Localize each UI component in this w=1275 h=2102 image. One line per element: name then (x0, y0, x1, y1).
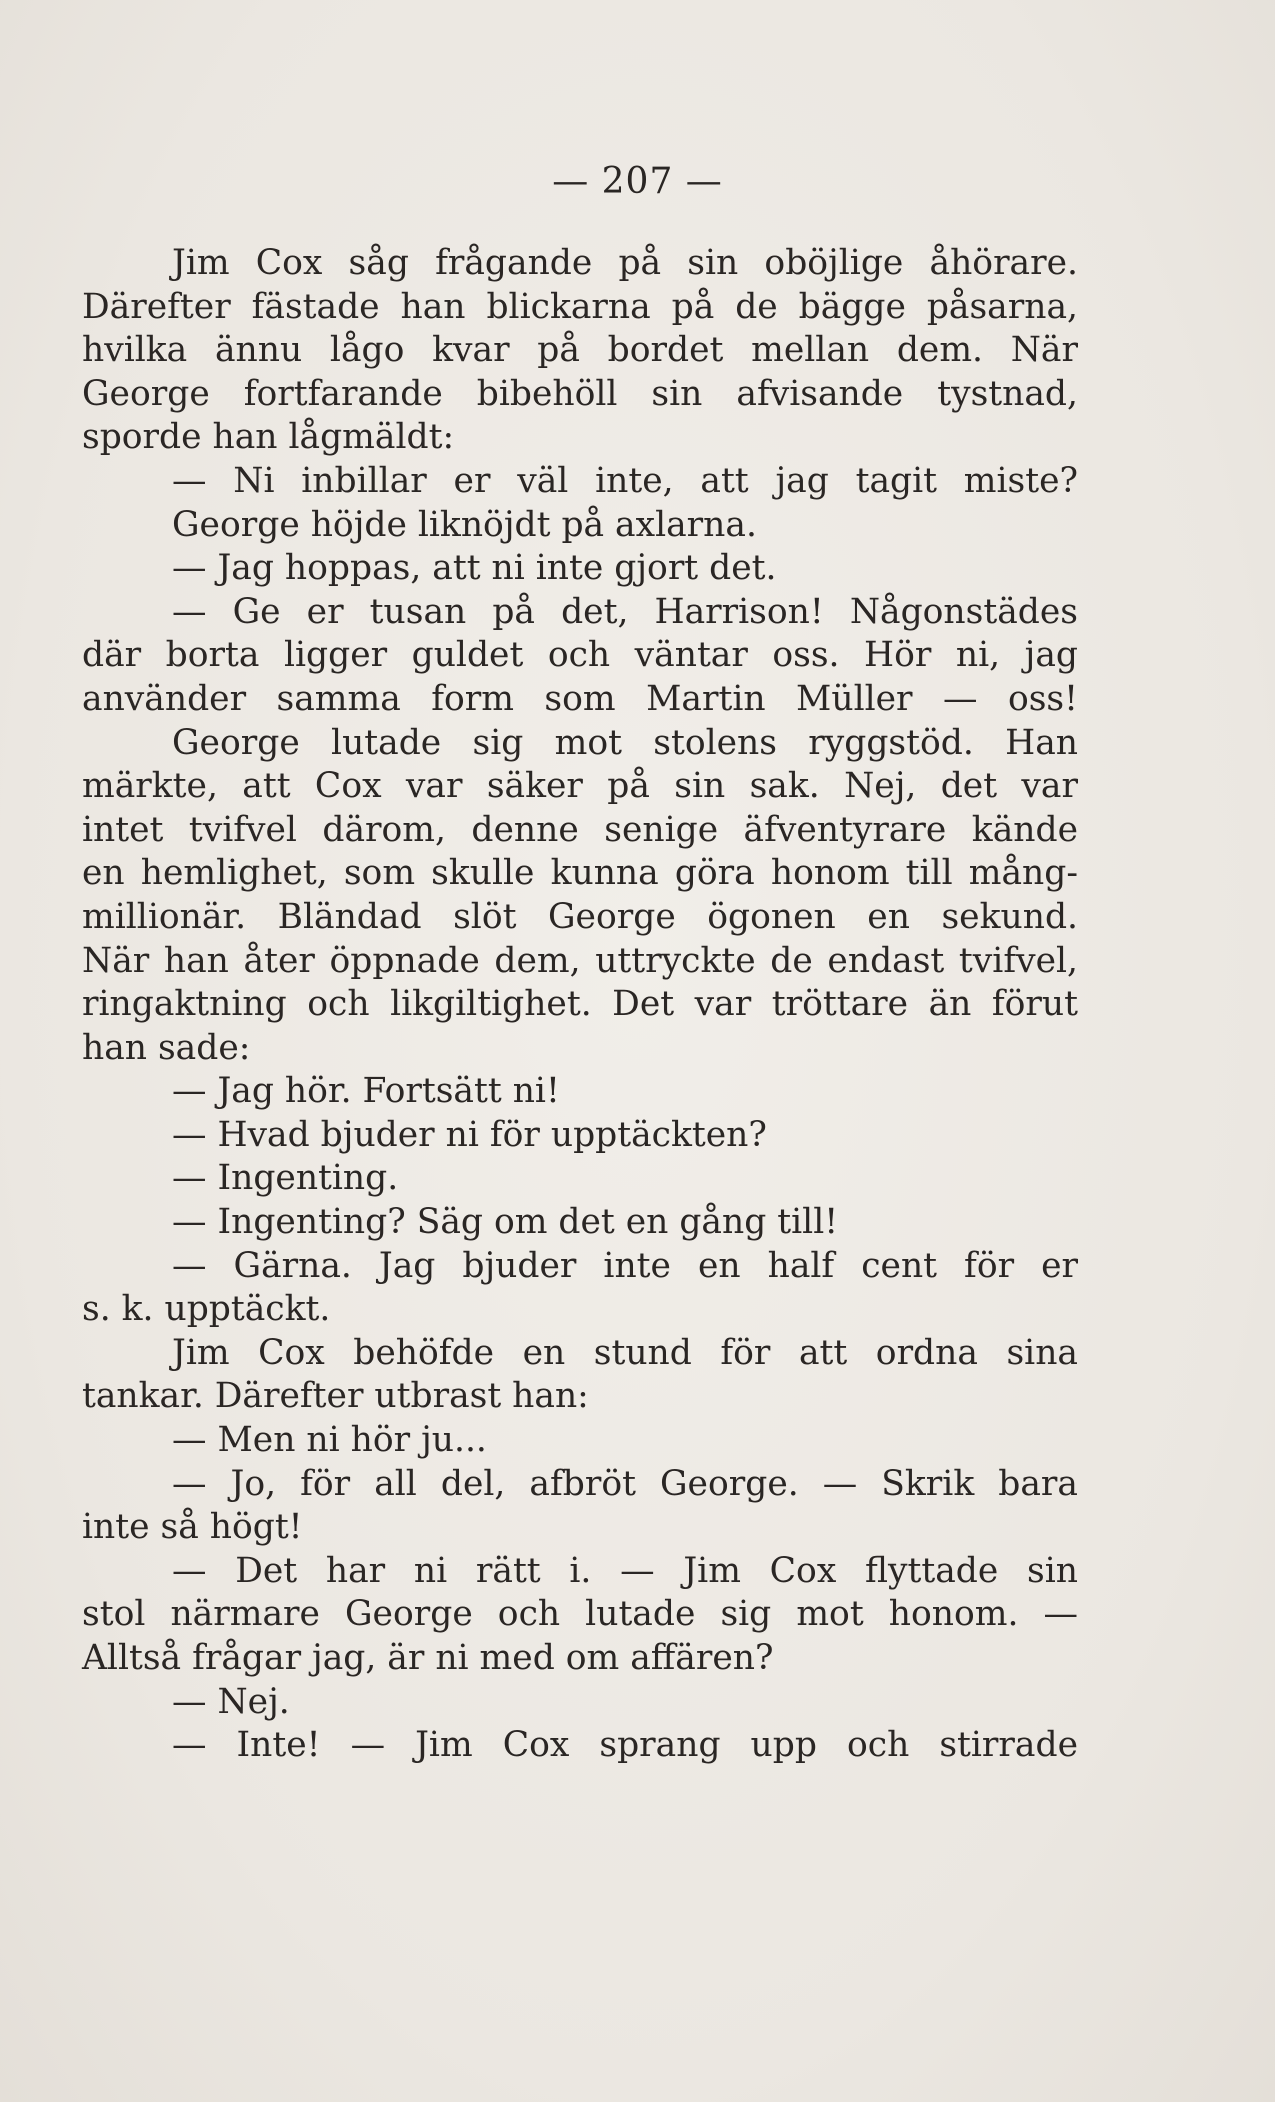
text-line: — Jag hoppas, att ni inte gjort det. (172, 548, 777, 589)
text-line: stol närmare George och lutade sig mot honom. — (82, 1594, 1078, 1635)
text-line: använder samma form som Martin Müller — oss! (82, 678, 1078, 719)
text-line: — Ge er tusan på det, Harrison! Någonstädes (172, 591, 1078, 632)
text-line: hvilka ännu lågo kvar på bordet mellan dem. När (82, 330, 1078, 371)
text-line: där borta ligger guldet och väntar oss. Hör ni, jag (82, 635, 1078, 676)
text-line: — Hvad bjuder ni för upptäckten? (172, 1114, 767, 1155)
text-line: — Inte! — Jim Cox sprang upp och stirrade (172, 1725, 1078, 1766)
text-line: — Nej. (172, 1681, 290, 1722)
text-line: s. k. upptäckt. (82, 1289, 331, 1330)
text-line: en hemlighet, som skulle kunna göra honom till mång- (82, 853, 1078, 894)
text-line: George lutade sig mot stolens ryggstöd. Han (172, 722, 1078, 763)
text-line: Därefter fästade han blickarna på de bägge påsarna, (82, 286, 1078, 327)
text-line: märkte, att Cox var säker på sin sak. Nej, det var (82, 766, 1078, 807)
text-line: George höjde liknöjdt på axlarna. (172, 504, 757, 545)
text-line: George fortfarande bibehöll sin afvisande tystnad, (82, 373, 1078, 414)
text-line: — Jo, för all del, afbröt George. — Skrik bara (172, 1463, 1078, 1504)
text-line: sporde han lågmäldt: (82, 417, 455, 458)
text-line: Alltså frågar jag, är ni med om affären? (82, 1638, 774, 1678)
text-line: ringaktning och likgiltighet. Det var tröttare än förut (82, 984, 1078, 1025)
page-number: — 207 — (552, 161, 723, 202)
body-text (82, 242, 1078, 1768)
text-line: — Ni inbillar er väl inte, att jag tagit miste? (172, 460, 1078, 501)
text-line: — Men ni hör ju... (172, 1420, 487, 1461)
text-line: Jim Cox behöfde en stund för att ordna sina (172, 1332, 1078, 1373)
text-line: han sade: (82, 1027, 251, 1068)
text-line: När han åter öppnade dem, uttryckte de endast tvifvel, (82, 940, 1078, 981)
text-line: intet tvifvel därom, denne senige äfventyrare kände (82, 809, 1078, 850)
text-line: Jim Cox såg frågande på sin oböjlige åhörare. (172, 243, 1078, 283)
text-line: — Ingenting? Säg om det en gång till! (172, 1202, 839, 1243)
text-line: — Jag hör. Fortsätt ni! (172, 1071, 560, 1112)
text-line: — Ingenting. (172, 1158, 399, 1199)
text-line: inte så högt! (82, 1507, 303, 1548)
text-line: millionär. Bländad slöt George ögonen en sekund. (82, 896, 1078, 937)
text-line: — Gärna. Jag bjuder inte en half cent för er (172, 1245, 1078, 1286)
text-line: tankar. Därefter utbrast han: (82, 1376, 589, 1417)
text-line: — Det har ni rätt i. — Jim Cox flyttade sin (172, 1550, 1078, 1591)
